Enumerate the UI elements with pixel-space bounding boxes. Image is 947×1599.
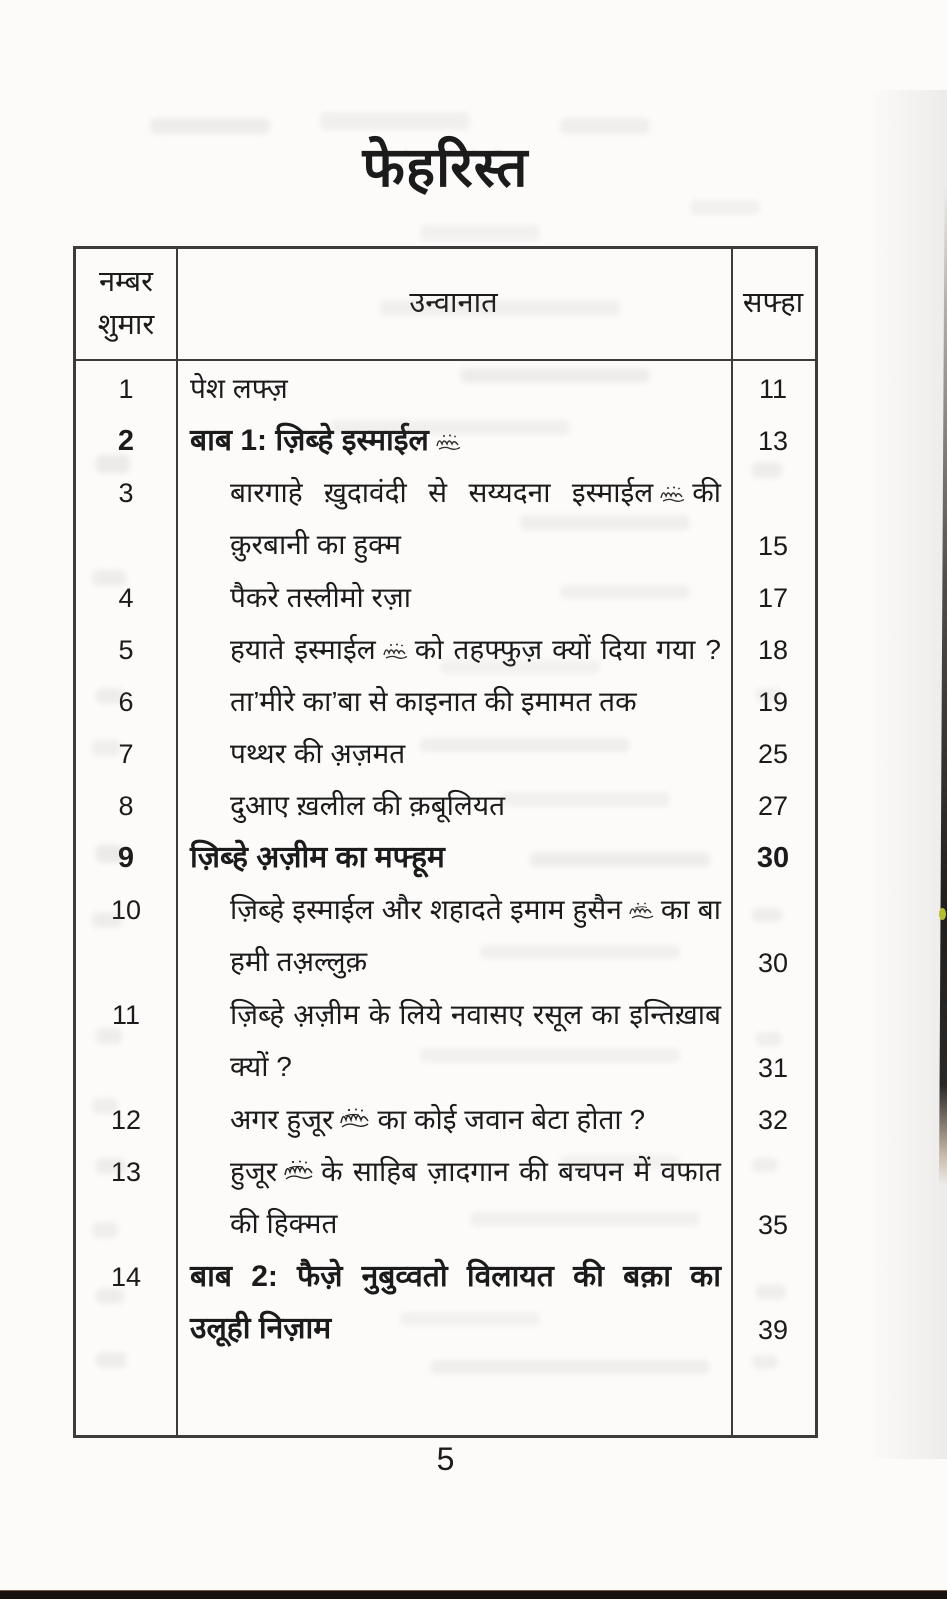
page-edge-mark xyxy=(939,908,946,920)
row-page-number: 39 xyxy=(757,1315,789,1345)
row-title xyxy=(176,624,731,676)
row-serial-number: 6 xyxy=(118,687,134,717)
header-number-line2: शुमार xyxy=(97,309,155,341)
row-title-line: पथ्थर की अ़ज़मत xyxy=(230,738,406,769)
header-page-label: सफ्हा xyxy=(742,287,804,320)
row-title-line: बाब 1: ज़िब्हे इस्माईल xyxy=(176,415,731,467)
table-row xyxy=(76,1251,815,1356)
row-title xyxy=(176,1251,731,1356)
row-serial-number: 14 xyxy=(110,1262,142,1292)
header-number-line1: नम्बर xyxy=(99,265,153,298)
table-row xyxy=(76,728,815,780)
row-serial-number: 4 xyxy=(118,583,134,613)
row-page-cell xyxy=(731,624,815,676)
header-number-column xyxy=(76,249,176,359)
header-titles-column xyxy=(176,249,731,359)
row-page-cell xyxy=(731,363,815,415)
toc-rows xyxy=(76,363,815,1435)
row-page-number: 31 xyxy=(757,1053,789,1083)
row-page-number: 30 xyxy=(756,842,790,874)
row-title-line: क़ुरबानी का हुक्म xyxy=(230,529,402,560)
bleed-through-smudge xyxy=(420,225,540,241)
row-page-number: 19 xyxy=(757,687,789,717)
alayhis-salam-icon xyxy=(382,627,409,676)
row-title xyxy=(176,989,731,1094)
table-row xyxy=(76,572,815,624)
row-title-line: दुआए ख़लील की क़बूलियत xyxy=(230,790,506,821)
row-page-cell xyxy=(731,1251,815,1356)
row-page-number: 17 xyxy=(757,583,789,613)
row-page-number: 25 xyxy=(757,739,789,769)
row-title-line: बारगाहे ख़ुदावंदी से सय्यदना इस्माईल की xyxy=(176,467,731,519)
scan-bottom-bar xyxy=(0,1590,947,1599)
row-serial-number: 1 xyxy=(118,374,134,404)
row-page-cell xyxy=(731,780,815,832)
row-title-line: हयाते इस्माईल को तहफ्फुज़ क्यों दिया गया ? xyxy=(176,624,731,676)
sallallahu-alayhi-wasallam-icon xyxy=(339,1097,371,1146)
row-page-number: 27 xyxy=(757,791,789,821)
row-title-line: अगर हुजूर का कोई जवान बेटा होता ? xyxy=(176,1094,731,1146)
radiallahu-anhu-icon xyxy=(628,887,655,936)
page-title: फेहरिस्त xyxy=(362,136,529,198)
row-serial-number: 11 xyxy=(111,1000,141,1030)
row-serial-number: 10 xyxy=(110,895,142,925)
footer-page-number: 5 xyxy=(436,1441,455,1477)
row-title-line: हमी तअ़ल्लुक़ xyxy=(230,946,368,977)
table-row xyxy=(76,884,815,989)
row-title xyxy=(176,884,731,989)
row-title xyxy=(176,467,731,572)
row-page-cell xyxy=(731,1094,815,1146)
row-page-cell xyxy=(731,1146,815,1251)
row-page-number: 32 xyxy=(757,1105,789,1135)
alayhis-salam-icon xyxy=(659,470,686,519)
row-title-line: ता’मीरे का’बा से काइनात की इमामत तक xyxy=(230,686,637,717)
row-title-line: पेश लफ्ज़ xyxy=(190,373,288,404)
row-serial-number: 8 xyxy=(118,791,134,821)
table-row xyxy=(76,676,815,728)
header-titles-label: उन्वानात xyxy=(409,287,498,320)
row-serial-number: 2 xyxy=(117,425,135,457)
row-title-line: पैकरे तस्लीमो रज़ा xyxy=(230,582,411,613)
row-title xyxy=(176,728,731,780)
alayhis-salam-icon xyxy=(435,418,462,467)
row-title xyxy=(176,415,731,467)
row-page-number: 13 xyxy=(757,426,789,456)
page-edge-shadow xyxy=(939,185,947,1185)
page-curvature-shadow xyxy=(867,90,947,1459)
sallallahu-alayhi-wasallam-icon xyxy=(283,1149,315,1198)
row-page-cell xyxy=(731,728,815,780)
row-serial-number: 12 xyxy=(110,1105,142,1135)
table-header-row xyxy=(76,249,815,359)
table-row xyxy=(76,467,815,572)
row-title-line: की हिक्मत xyxy=(230,1208,338,1239)
row-page-cell xyxy=(731,467,815,572)
table-row xyxy=(76,624,815,676)
row-title-line: ज़िब्हे अ़ज़ीम का मफ्हूम xyxy=(190,841,445,874)
row-title xyxy=(176,832,731,884)
row-serial-number: 9 xyxy=(117,842,135,874)
row-serial-number: 13 xyxy=(110,1157,142,1187)
table-row xyxy=(76,780,815,832)
row-page-cell xyxy=(731,989,815,1094)
row-page-cell xyxy=(731,884,815,989)
row-page-number: 18 xyxy=(757,635,789,665)
table-row xyxy=(76,1094,815,1146)
row-title-line: ज़िब्हे इस्माईल और शहादते इमाम हुसैन का बा xyxy=(176,884,731,936)
row-serial-number: 3 xyxy=(118,478,134,508)
table-row xyxy=(76,1146,815,1251)
row-serial-number: 7 xyxy=(118,739,134,769)
contents-table xyxy=(73,246,818,1438)
row-page-number: 30 xyxy=(757,948,789,978)
table-row xyxy=(76,363,815,415)
row-title-line: ज़िब्हे अ़ज़ीम के लिये नवासए रसूल का इन्तिख़ाब xyxy=(230,999,721,1030)
row-title-line: क्यों ? xyxy=(230,1051,292,1082)
table-row xyxy=(76,832,815,884)
row-title-line: हुजूर के साहिब ज़ादगान की बचपन में वफात xyxy=(176,1146,731,1198)
row-title xyxy=(176,1146,731,1251)
row-serial-number: 5 xyxy=(118,635,134,665)
row-page-number: 15 xyxy=(757,531,789,561)
row-page-cell xyxy=(731,572,815,624)
row-page-number: 11 xyxy=(758,374,788,404)
row-title xyxy=(176,676,731,728)
row-title xyxy=(176,1094,731,1146)
row-title xyxy=(176,363,731,415)
row-title xyxy=(176,572,731,624)
row-title xyxy=(176,780,731,832)
row-title-line: उलूही निज़ाम xyxy=(190,1312,332,1345)
table-row xyxy=(76,989,815,1094)
row-page-cell xyxy=(731,676,815,728)
row-page-cell xyxy=(731,415,815,467)
table-header-divider xyxy=(76,359,815,361)
row-page-cell xyxy=(731,832,815,884)
table-row xyxy=(76,415,815,467)
header-page-column xyxy=(731,249,815,359)
row-title-line: बाब 2: फैज़े नुबुव्वतो विलायत की बक़ा का xyxy=(190,1260,721,1293)
row-page-number: 35 xyxy=(757,1210,789,1240)
